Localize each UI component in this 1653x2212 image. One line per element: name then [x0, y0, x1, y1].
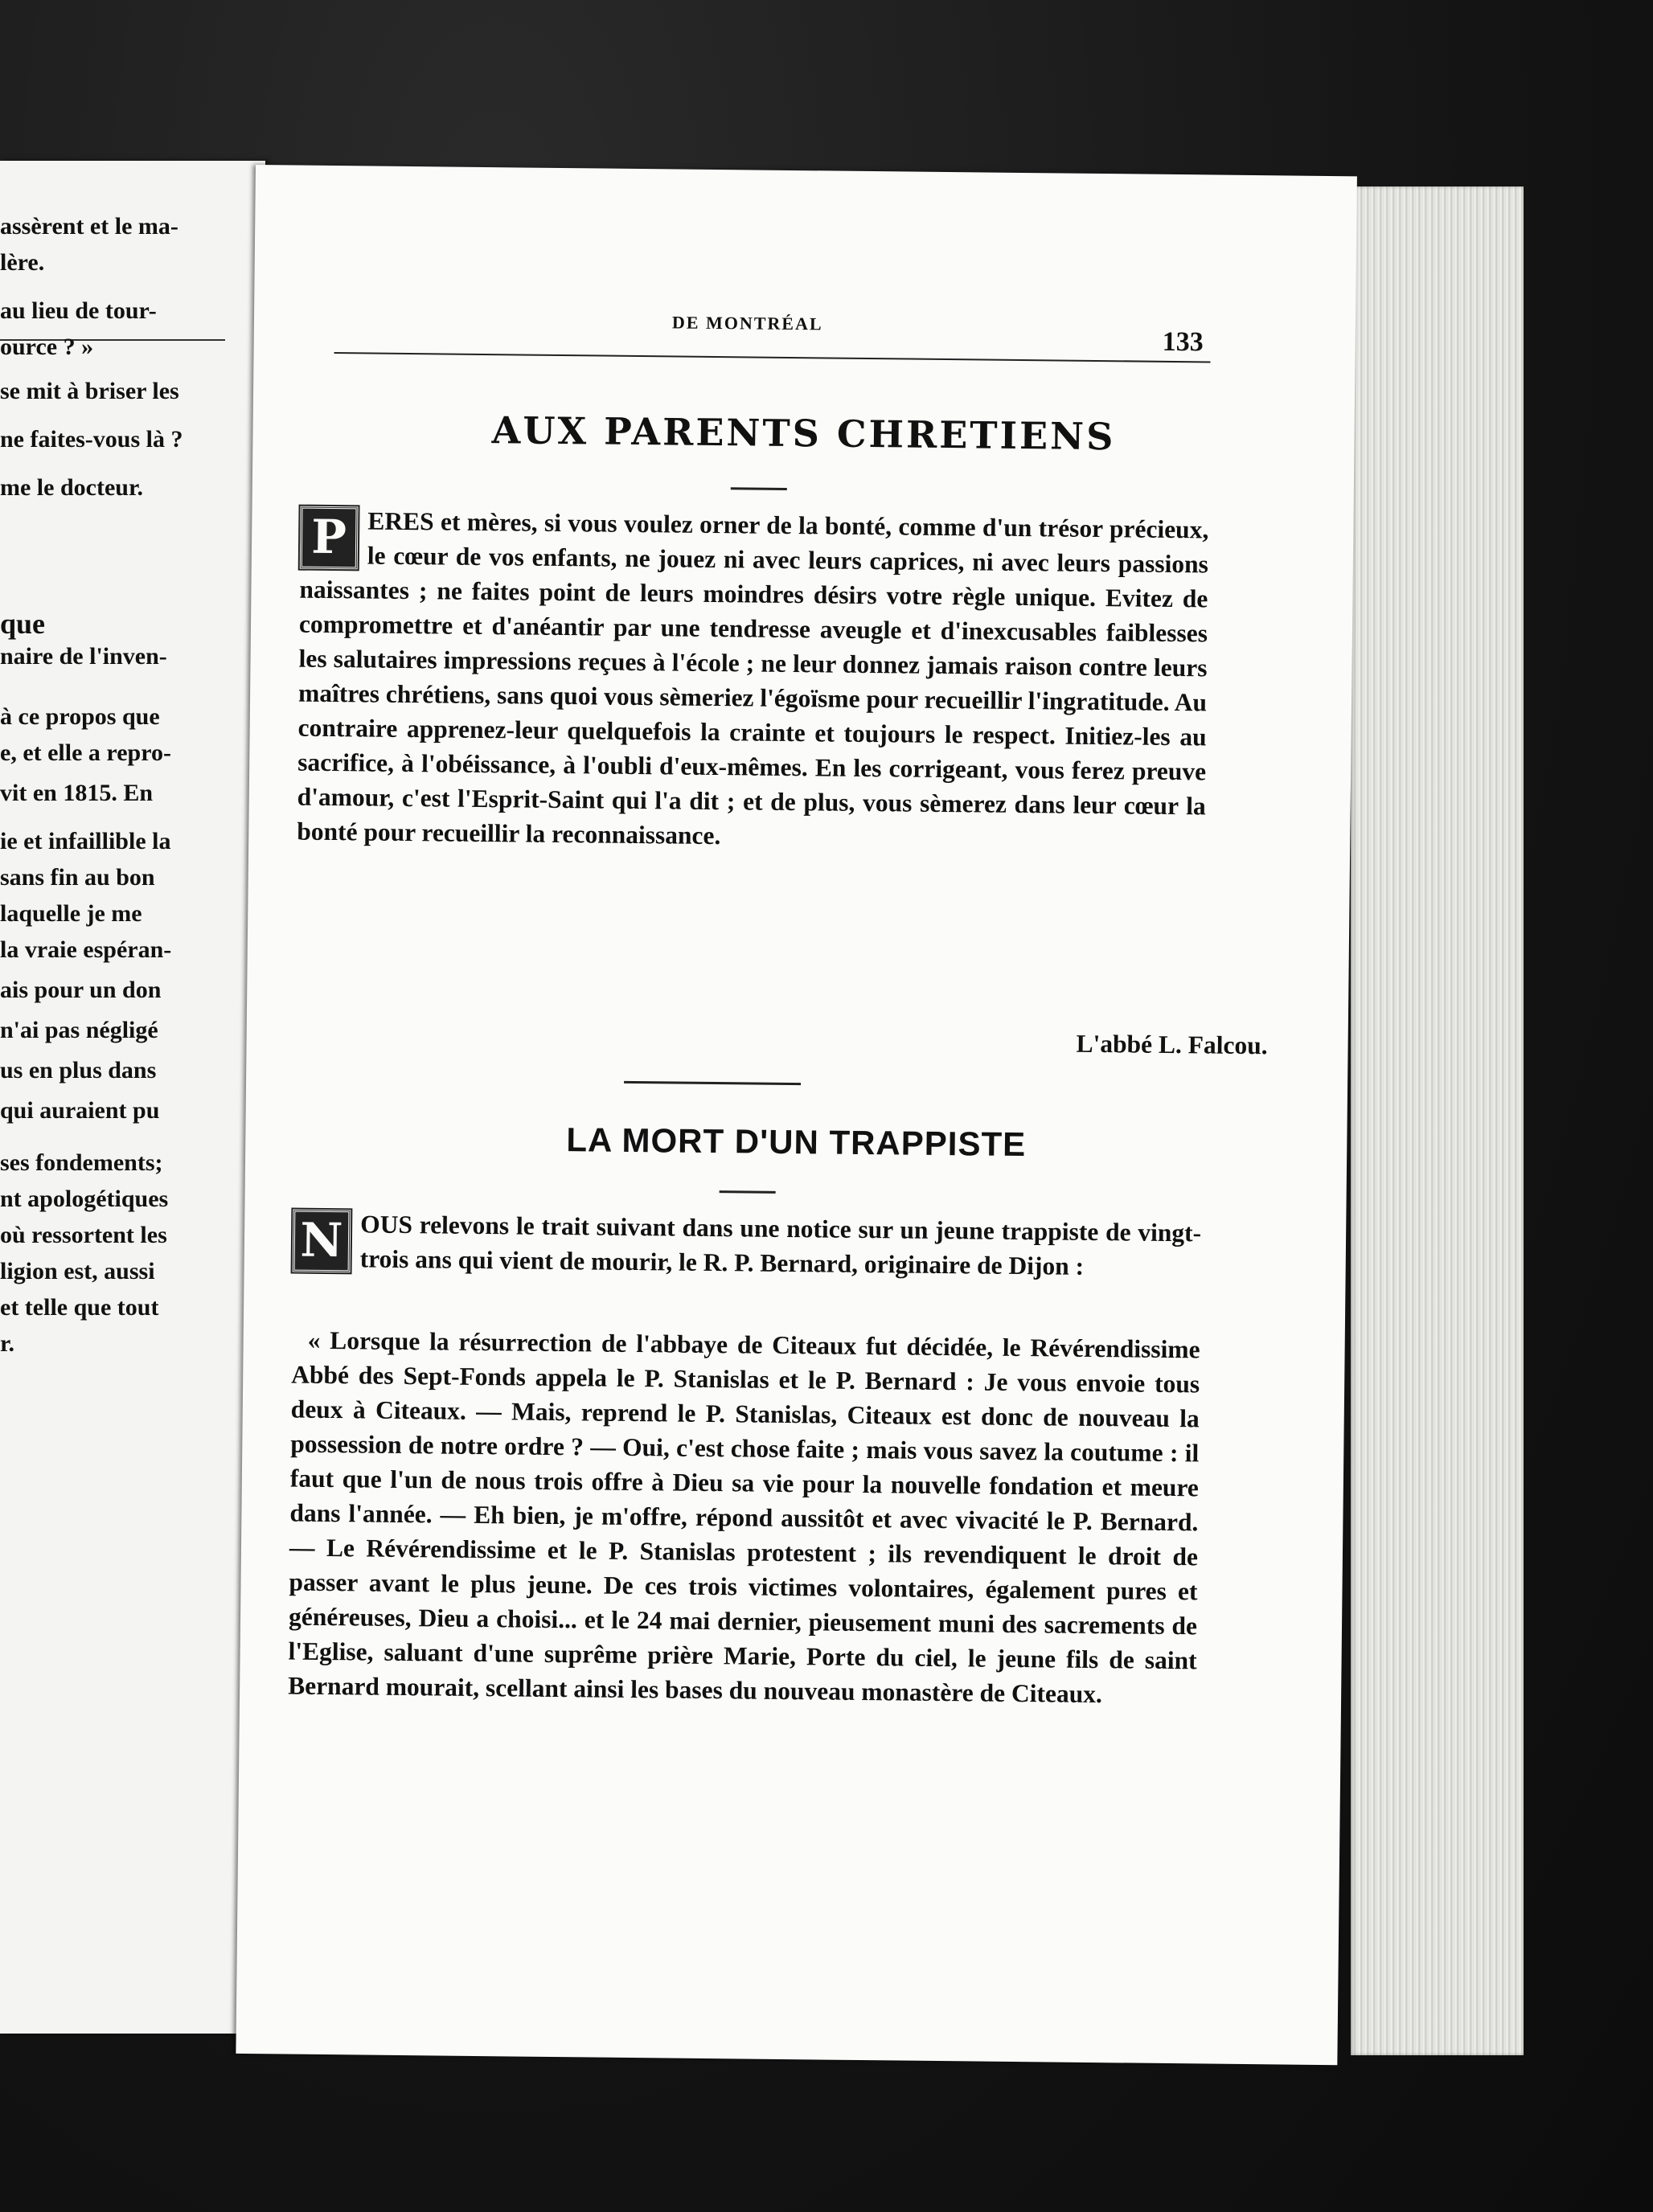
left-page-line: naire de l'inven- — [0, 643, 167, 670]
left-page-line: que — [0, 608, 46, 640]
running-head: DE MONTRÉAL — [671, 312, 823, 334]
section-divider — [624, 1081, 801, 1085]
page-edge-stack — [1351, 186, 1524, 2055]
header-rule — [334, 352, 1211, 363]
left-page-line: se mit à briser les — [0, 378, 179, 404]
left-page-line: vit en 1815. En — [0, 780, 154, 806]
right-page — [236, 165, 1357, 2065]
left-page-line: n'ai pas négligé — [0, 1017, 158, 1043]
left-page-line: laquelle je me — [0, 900, 142, 927]
left-page-line: ne faites-vous là ? — [0, 426, 183, 453]
article-1-text: ERES et mères, si vous voulez orner de la bonté, comme d'un trésor précieux, le cœur de vos enfants, ne jouez ni avec leurs caprices, ni avec leurs passions naissantes ; ne faites point de leurs moindres désirs votre règle unique. Evitez de compromettre et d'anéantir par une tendresse aveugle et d'inexcusables faiblesses les salutaires impressions reçues à l'école ; ne leur donnez jamais raison contre leurs maîtres chrétiens, sans quoi vous sèmeriez l'égoïsme pour recueillir l'ingratitude. Au contraire apprenez-leur quelquefois la crainte et toujours le respect. Initiez-les au sacrifice, à l'obéissance, à l'oubli d'eux-mêmes. En les corrigeant, vous ferez preuve d'amour, c'est l'Esprit-Saint qui l'a dit ; et de plus, vous sèmerez dans leur cœur la bonté pour recueillir la reconnaissance. — [297, 506, 1209, 850]
article-1-title: AUX PARENTS CHRETIENS — [491, 408, 1116, 459]
left-page-line: ource ? » — [0, 334, 94, 360]
article-2-quote-text: « Lorsque la résurrection de l'abbaye de Citeaux fut décidée, le Révérendissime Abbé des Sept-Fonds appela le P. Stanislas et le P. Bernard : Je vous envoie tous deux à Citeaux. — Mais, reprend le P. Stanislas, Citeaux est donc de nouveau la possession de notre ordre ? — Oui, c'est chose faite ; mais vous savez la coutume : il faut que l'un de nous trois offre à Dieu sa vie pour la nouvelle fondation et meure dans l'année. — Eh bien, je m'offre, répond aussitôt et avec vivacité le P. Bernard. — Le Révérendissime et le P. Stanislas protestent ; ils revendiquent le droit de passer avant le plus jeune. De ces trois victimes volontaires, également pures et généreuses, Dieu a choisi... et le 24 mai dernier, pieusement muni des sacrements de l'Eglise, saluant d'une suprême prière Marie, Porte du ciel, le jeune fils de saint Bernard mourait, scellant ainsi les bases du nouveau monastère de Citeaux. — [288, 1325, 1200, 1709]
left-page-line: au lieu de tour- — [0, 297, 157, 324]
article-1-body — [297, 503, 1208, 858]
left-page-line: nt apologétiques — [0, 1186, 169, 1212]
article-2-intro: OUS relevons le trait suivant dans une notice sur un jeune trappiste de vingt-trois ans qui vient de mourir, le R. P. Bernard, originaire de Dijon : — [359, 1210, 1202, 1280]
left-page-line: où ressortent les — [0, 1222, 167, 1248]
article-2-intro-block — [293, 1206, 1202, 1285]
left-facing-page — [0, 161, 265, 2034]
left-page-line: sans fin au bon — [0, 864, 155, 891]
left-page-line: us en plus dans — [0, 1057, 157, 1083]
left-page-line: ie et infaillible la — [0, 828, 171, 854]
left-page-line: qui auraient pu — [0, 1097, 160, 1124]
article-2-quote — [288, 1323, 1200, 1713]
left-page-line: et telle que tout — [0, 1294, 159, 1321]
dropcap-n: N — [293, 1210, 351, 1273]
dropcap-p: P — [300, 506, 359, 570]
title-2-rule — [720, 1190, 776, 1194]
left-page-line: ligion est, aussi — [0, 1258, 155, 1284]
left-page-line: e, et elle a repro- — [0, 739, 171, 766]
left-page-line: ais pour un don — [0, 977, 162, 1003]
left-page-line: lère. — [0, 249, 45, 276]
left-page-line: me le docteur. — [0, 474, 144, 501]
left-page-line: ses fondements; — [0, 1149, 163, 1176]
title-1-rule — [731, 487, 787, 490]
left-page-line: r. — [0, 1330, 15, 1357]
page-number: 133 — [1162, 326, 1204, 358]
left-page-line: la vraie espéran- — [0, 936, 172, 963]
article-1-signature: L'abbé L. Falcou. — [1076, 1029, 1268, 1060]
left-page-line: assèrent et le ma- — [0, 213, 178, 240]
left-page-line: à ce propos que — [0, 703, 160, 730]
article-2-title: LA MORT D'UN TRAPPISTE — [566, 1120, 1027, 1164]
